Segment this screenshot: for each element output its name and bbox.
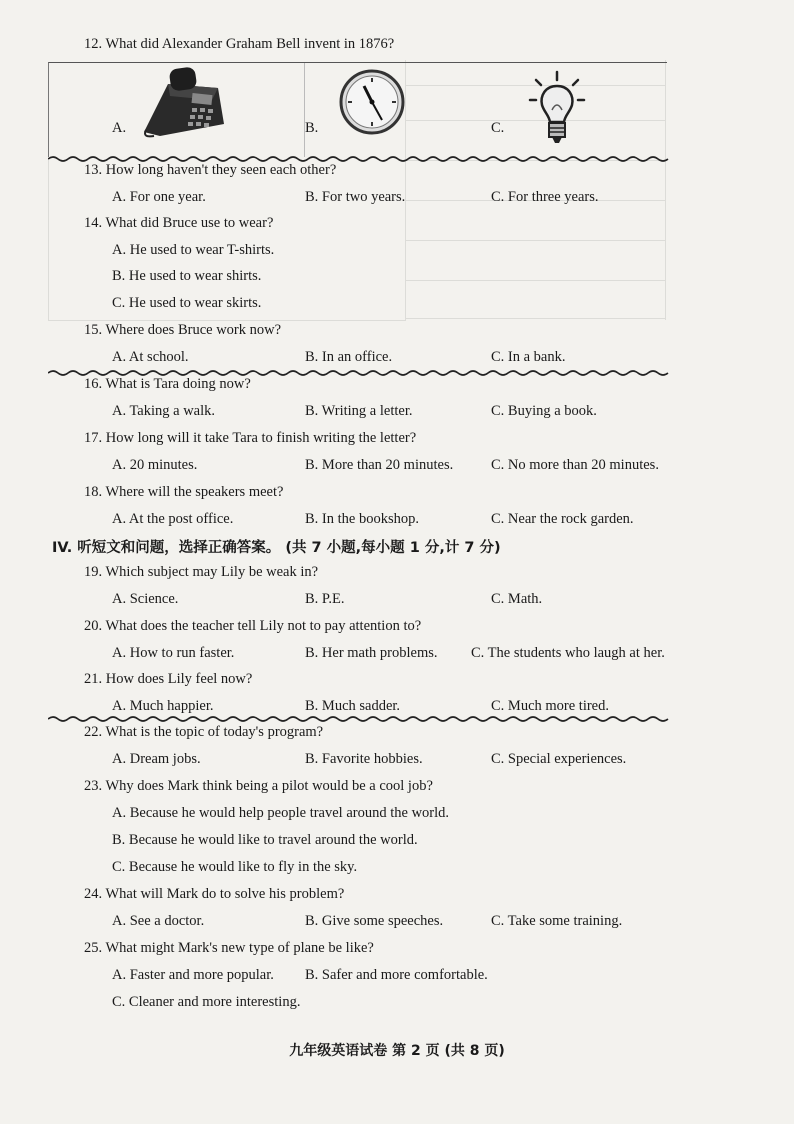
- option-15-a[interactable]: A. At school.: [112, 349, 189, 365]
- question-23: 23. Why does Mark think being a pilot would be a cool job?: [84, 778, 433, 794]
- option-24-a[interactable]: A. See a doctor.: [112, 913, 205, 929]
- option-23-a[interactable]: A. Because he would help people travel around the world.: [112, 805, 450, 821]
- option-12-a[interactable]: A.: [112, 120, 127, 136]
- option-16-a[interactable]: A. Taking a walk.: [112, 403, 216, 419]
- section-divider-wave: [48, 714, 674, 724]
- option-19-c[interactable]: C. Math.: [491, 591, 543, 607]
- question-21: 21. How does Lily feel now?: [84, 671, 253, 687]
- option-21-a[interactable]: A. Much happier.: [112, 698, 214, 714]
- option-22-b[interactable]: B. Favorite hobbies.: [305, 751, 423, 767]
- question-17: 17. How long will it take Tara to finish writing the letter?: [84, 430, 417, 446]
- option-17-a[interactable]: A. 20 minutes.: [112, 457, 198, 473]
- light-bulb-icon: [528, 70, 586, 150]
- option-20-a[interactable]: A. How to run faster.: [112, 645, 235, 661]
- question-14: 14. What did Bruce use to wear?: [84, 215, 274, 231]
- question-13: 13. How long haven't they seen each other?: [84, 162, 337, 178]
- option-19-a[interactable]: A. Science.: [112, 591, 179, 607]
- option-18-c[interactable]: C. Near the rock garden.: [491, 511, 634, 527]
- option-22-c[interactable]: C. Special experiences.: [491, 751, 627, 767]
- option-24-c[interactable]: C. Take some training.: [491, 913, 623, 929]
- option-19-b[interactable]: B. P.E.: [305, 591, 345, 607]
- page-footer: 九年级英语试卷 第 2 页 (共 8 页): [289, 1043, 505, 1059]
- question-22: 22. What is the topic of today's program?: [84, 724, 324, 740]
- option-17-c[interactable]: C. No more than 20 minutes.: [491, 457, 659, 473]
- question-19: 19. Which subject may Lily be weak in?: [84, 564, 319, 580]
- option-16-c[interactable]: C. Buying a book.: [491, 403, 597, 419]
- ghost-line: [405, 318, 665, 319]
- option-14-b[interactable]: B. He used to wear shirts.: [112, 268, 262, 284]
- option-12-c[interactable]: C.: [491, 120, 505, 136]
- option-18-a[interactable]: A. At the post office.: [112, 511, 234, 527]
- question-16: 16. What is Tara doing now?: [84, 376, 251, 392]
- ghost-line: [48, 160, 49, 320]
- option-13-a[interactable]: A. For one year.: [112, 189, 206, 205]
- option-21-b[interactable]: B. Much sadder.: [305, 698, 401, 714]
- option-16-b[interactable]: B. Writing a letter.: [305, 403, 413, 419]
- ghost-line: [405, 240, 665, 241]
- ghost-line: [405, 280, 665, 281]
- option-18-b[interactable]: B. In the bookshop.: [305, 511, 419, 527]
- question-24: 24. What will Mark do to solve his problem?: [84, 886, 345, 902]
- clock-icon: [338, 68, 406, 136]
- question-15: 15. Where does Bruce work now?: [84, 322, 282, 338]
- divider: [304, 63, 305, 157]
- option-14-a[interactable]: A. He used to wear T-shirts.: [112, 242, 275, 258]
- question-20: 20. What does the teacher tell Lily not to pay attention to?: [84, 618, 422, 634]
- option-20-b[interactable]: B. Her math problems.: [305, 645, 438, 661]
- option-25-a[interactable]: A. Faster and more popular.: [112, 967, 274, 983]
- option-15-c[interactable]: C. In a bank.: [491, 349, 566, 365]
- question-12: 12. What did Alexander Graham Bell invent in 1876?: [84, 36, 395, 52]
- question-25: 25. What might Mark's new type of plane be like?: [84, 940, 374, 956]
- option-23-b[interactable]: B. Because he would like to travel around the world.: [112, 832, 418, 848]
- option-15-b[interactable]: B. In an office.: [305, 349, 393, 365]
- option-20-c[interactable]: C. The students who laugh at her.: [471, 645, 665, 661]
- section-4-heading: IV. 听短文和问题，选择正确答案。 (共 7 小题,每小题 1 分,计 7 分): [52, 540, 501, 556]
- option-13-c[interactable]: C. For three years.: [491, 189, 599, 205]
- option-22-a[interactable]: A. Dream jobs.: [112, 751, 201, 767]
- option-25-c[interactable]: C. Cleaner and more interesting.: [112, 994, 301, 1010]
- option-14-c[interactable]: C. He used to wear skirts.: [112, 295, 262, 311]
- option-17-b[interactable]: B. More than 20 minutes.: [305, 457, 454, 473]
- option-13-b[interactable]: B. For two years.: [305, 189, 406, 205]
- option-24-b[interactable]: B. Give some speeches.: [305, 913, 444, 929]
- option-21-c[interactable]: C. Much more tired.: [491, 698, 609, 714]
- option-12-b[interactable]: B.: [305, 120, 319, 136]
- telephone-icon: [140, 66, 226, 138]
- ghost-line: [48, 320, 406, 321]
- option-23-c[interactable]: C. Because he would like to fly in the sky.: [112, 859, 358, 875]
- question-18: 18. Where will the speakers meet?: [84, 484, 284, 500]
- option-25-b[interactable]: B. Safer and more comfortable.: [305, 967, 488, 983]
